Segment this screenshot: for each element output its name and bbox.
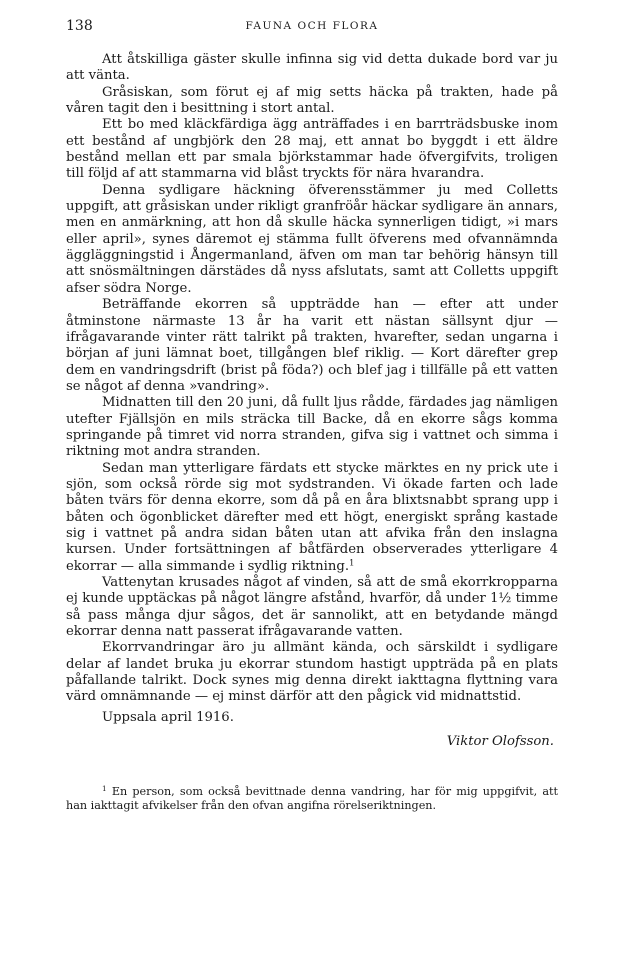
paragraph: Att åtskilliga gäster skulle infinna sig vid detta dukade bord var ju att vänta. — [66, 52, 558, 84]
page — [66, 18, 558, 812]
paragraph: Vattenytan krusades något af vinden, så att de små ekorrkropparna ej kunde upptäckas på något längre afstånd, hvarför, då under 1½ timme så pass många djur sågos, det är sannolikt, att en betydande mängd ekorrar denna natt passerat ifrågavarande vatten. — [66, 575, 558, 640]
article-body — [66, 52, 558, 706]
paragraph: Ett bo med kläckfärdiga ägg anträffades i en barrträdsbuske inom ett bestånd af ungbjörk den 28 maj, ett annat bo byggdt i ett äldre bestånd mellan ett par smala björkstammar hade öfvergifvits, troligen till följd af att stammarna vid blåst tryckts för nära hvarandra. — [66, 117, 558, 182]
paragraph — [66, 461, 558, 575]
dateline: Uppsala april 1916. — [102, 709, 234, 725]
paragraph: Gråsiskan, som förut ej af mig setts häcka på trakten, hade på våren tagit den i besittning i stort antal. — [66, 84, 558, 117]
footnote-text: En person, som också bevittnade denna vandring, har för mig uppgifvit, att han iakttagit afvikelser från den ofvan angifna rörelseriktningen. — [66, 785, 558, 812]
paragraph: Ekorrvandringar äro ju allmänt kända, och särskildt i sydligare delar af landet bruka ju ekorrar stundom hastigt uppträda på en plats påfallande talrikt. Dock synes mig denna direkt iakttagna flyttning vara värd omnämnande — ej minst därför att den pågick vid midnattstid. — [66, 640, 558, 705]
paragraph: Denna sydligare häckning öfverensstämmer ju med Colletts uppgift, att gråsiskan under rikligt granfröår häckar sydligare än annars, men en anmärkning, att hon då skulle häcka synnerligen tidigt, »i mars eller april», synes däremot ej stämma fullt öfverens med ofvannämnda äggläggningstid i Ångermanland, äfven om man tar behörig hänsyn till att snösmältningen därstädes då nyss afslutats, samt att Colletts uppgift afser södra Norge. — [66, 182, 558, 296]
page-header — [66, 18, 558, 40]
footnote-marker: 1 — [102, 784, 107, 794]
running-title: FAUNA OCH FLORA — [245, 20, 379, 32]
paragraph: Beträffande ekorren så uppträdde han — efter att under åtminstone närmaste 13 år ha varit ett nästan sällsynt djur — ifrågavarande vinter rätt talrikt på trakten, hvarefter, sedan ungarna i början af juni lämnat boet, tillgången blef riklig. — Kort därefter grep dem en vandringsdrift (brist på föda?) och blef jag i tillfälle på ett vatten se något af denna »vandring». — [66, 297, 558, 394]
author-signature: Viktor Olofsson. — [446, 734, 554, 750]
footnote — [66, 785, 558, 812]
page-number: 138 — [66, 18, 93, 34]
paragraph-text: Sedan man ytterligare färdats ett stycke märktes en ny prick ute i sjön, som också rörde sig mot sydstranden. Vi ökade farten och lade båten tvärs för denna ekorre, som då på en åra blixtsnabbt sprang upp i båten och ögonblicket därefter med ett högt, energiskt språng kastade sig i vattnet på andra sidan båten utan att afvika från den inslagna kursen. Under fortsättningen af båtfärden observerades ytterligare 4 ekorrar — alla simmande i sydlig riktning. — [66, 460, 558, 574]
footnote-reference: 1 — [349, 557, 355, 568]
paragraph: Midnatten till den 20 juni, då fullt ljus rådde, färdades jag nämligen utefter Fjällsjön en mils sträcka till Backe, då en ekorre sågs komma springande på timret vid norra stranden, gifva sig i vattnet och simma i riktning mot andra stranden. — [66, 395, 558, 460]
